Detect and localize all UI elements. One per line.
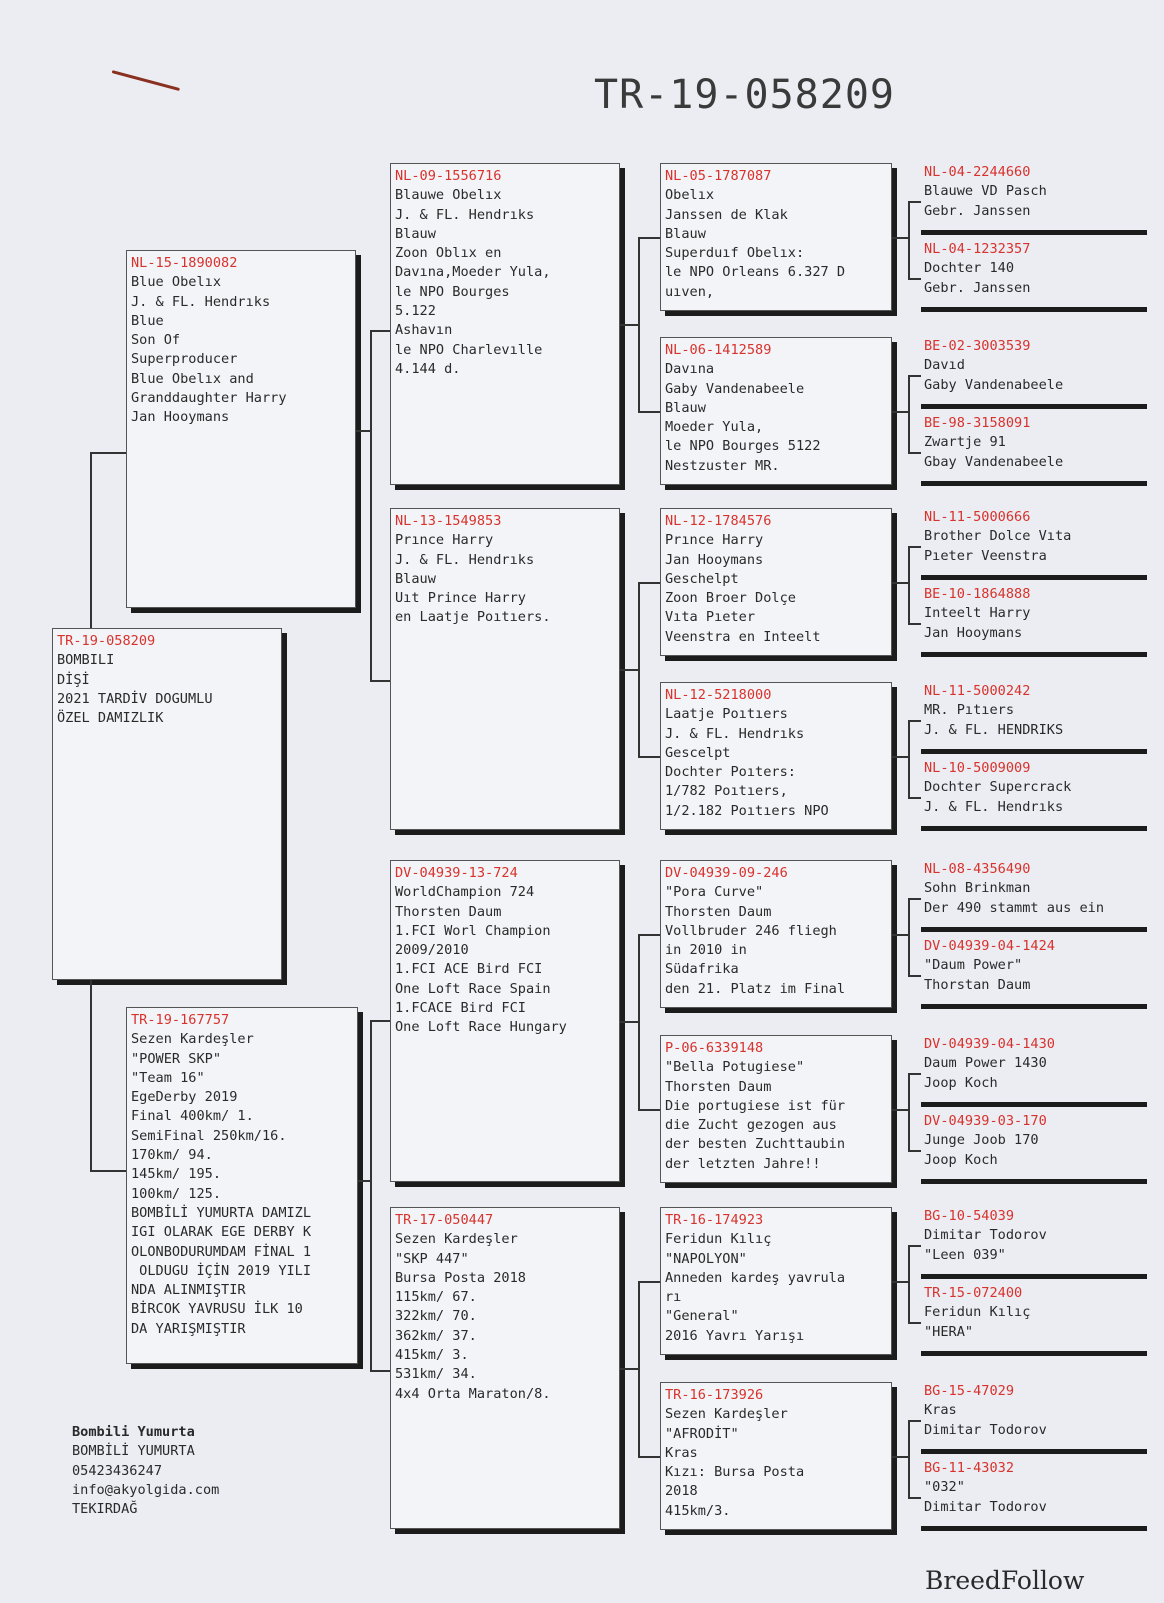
pedigree-line: Gaby Vandenabeele — [665, 380, 805, 397]
connector-line — [370, 1020, 372, 1370]
pedigree-line: 415km/ 3. — [395, 1347, 469, 1364]
pedigree-line: Kras — [665, 1444, 698, 1461]
gen5-entry — [921, 1207, 1147, 1279]
pedigree-line: Vıta Pıeter — [665, 609, 756, 626]
pedigree-line: Inteelt Harry — [924, 605, 1031, 622]
ring-number: NL-11-5000666 — [924, 509, 1031, 525]
pedigree-line: WorldChampion 724 — [395, 884, 535, 901]
pedigree-line: Bursa Posta 2018 — [395, 1269, 526, 1286]
ring-number: BE-10-1864888 — [924, 586, 1031, 602]
pedigree-line: J. & FL. Hendrıks — [395, 206, 535, 223]
pedigree-line: "Daum Power" — [924, 957, 1023, 974]
pedigree-line: Kras — [924, 1402, 957, 1419]
sire-card — [126, 250, 356, 608]
pedigree-line: Davıd — [924, 357, 965, 374]
pedigree-line: IGI OLARAK EGE DERBY K — [131, 1224, 312, 1241]
ring-number: TR-16-174923 — [665, 1212, 764, 1228]
ring-number: NL-13-1549853 — [395, 513, 502, 529]
pedigree-line: 531km/ 34. — [395, 1366, 477, 1383]
pedigree-line: "Pora Curve" — [665, 884, 764, 901]
connector-line — [908, 201, 910, 278]
great-grandparent-card — [660, 508, 892, 656]
great-grandparent-card — [660, 1035, 892, 1183]
pedigree-line: Uıt Prince Harry — [395, 590, 526, 607]
grandparent-card — [390, 1207, 620, 1529]
connector-line — [908, 546, 921, 548]
connector-line — [638, 1109, 660, 1111]
ring-number: NL-10-5009009 — [924, 760, 1031, 776]
pedigree-line: Prınce Harry — [395, 532, 494, 549]
great-grandparent-card — [660, 337, 892, 485]
pedigree-line: Blue Obelıx — [131, 274, 222, 291]
pedigree-line: "Leen 039" — [924, 1246, 1006, 1263]
connector-line — [356, 430, 370, 432]
ring-number: NL-15-1890082 — [131, 255, 238, 271]
pedigree-line: Thorsten Daum — [665, 1078, 772, 1095]
ring-number: NL-04-1232357 — [924, 241, 1031, 257]
owner-contact — [72, 1423, 219, 1519]
pedigree-line: J. & FL. Hendrıks — [665, 725, 805, 742]
pedigree-line: J. & FL. HENDRIKS — [924, 721, 1064, 738]
connector-line — [638, 1456, 660, 1458]
pedigree-line: 322km/ 70. — [395, 1308, 477, 1325]
connector-line — [620, 1021, 638, 1023]
pedigree-line: 115km/ 67. — [395, 1289, 477, 1306]
pedigree-line: Janssen de Klak — [665, 206, 788, 223]
connector-line — [908, 898, 910, 975]
pedigree-line: Blauw — [665, 225, 706, 242]
owner-city: TEKIRDAĞ — [72, 1501, 138, 1518]
ring-number: TR-19-058209 — [57, 633, 156, 649]
pedigree-line: "Team 16" — [131, 1069, 205, 1086]
pedigree-line: Geschelpt — [665, 570, 739, 587]
gen5-entry — [921, 163, 1147, 235]
pedigree-line: J. & FL. Hendrıks — [131, 293, 271, 310]
pedigree-line: Jan Hooymans — [131, 409, 230, 426]
connector-line — [370, 1370, 390, 1372]
pedigree-line: rı — [665, 1289, 682, 1306]
pedigree-line: le NPO Bourges 5122 — [665, 438, 821, 455]
grandparent-card — [390, 860, 620, 1182]
pedigree-line: der besten Zuchttaubin — [665, 1136, 846, 1153]
pedigree-line: "General" — [665, 1308, 739, 1325]
gen5-entry — [921, 1382, 1147, 1454]
connector-line — [90, 452, 126, 454]
pedigree-line: Thorsten Daum — [665, 903, 772, 920]
owner-name: Bombili Yumurta — [72, 1424, 195, 1440]
connector-line — [620, 1368, 638, 1370]
pedigree-line: Jan Hooymans — [924, 624, 1023, 641]
pedigree-line: Blue — [131, 312, 164, 329]
connector-line — [90, 980, 92, 1170]
ring-number: NL-04-2244660 — [924, 164, 1031, 180]
ring-number: DV-04939-13-724 — [395, 865, 518, 881]
ring-number: NL-09-1556716 — [395, 168, 502, 184]
pedigree-line: BİRCOK YAVRUSU İLK 10 — [131, 1301, 303, 1318]
gen5-entry — [921, 937, 1147, 1009]
pedigree-line: One Loft Race Spain — [395, 980, 551, 997]
grandparent-card — [390, 163, 620, 485]
owner-line: BOMBİLİ YUMURTA — [72, 1443, 195, 1460]
grandparent-card — [390, 508, 620, 830]
pedigree-line: Blue Obelıx and — [131, 370, 254, 387]
ring-number: TR-15-072400 — [924, 1285, 1023, 1301]
connector-line — [90, 452, 92, 628]
dam-card — [126, 1007, 358, 1364]
pedigree-line: le NPO Bourges — [395, 283, 510, 300]
connector-line — [908, 1245, 910, 1322]
ring-number: BE-98-3158091 — [924, 415, 1031, 431]
pedigree-line: Gescelpt — [665, 744, 731, 761]
connector-line — [908, 1322, 921, 1324]
pedigree-line: Brother Dolce Vıta — [924, 528, 1072, 545]
brand-logo: BreedFollow — [925, 1566, 1085, 1595]
pedigree-line: Vollbruder 246 fliegh — [665, 922, 837, 939]
pedigree-line: Zwartje 91 — [924, 434, 1006, 451]
ring-number: P-06-6339148 — [665, 1040, 764, 1056]
pedigree-line: Superproducer — [131, 351, 238, 368]
pedigree-line: Davına — [665, 361, 715, 378]
connector-line — [908, 720, 921, 722]
gen5-entry — [921, 414, 1147, 486]
pedigree-line: Nestzuster MR. — [665, 457, 780, 474]
pedigree-line: "POWER SKP" — [131, 1050, 222, 1067]
pedigree-line: Sohn Brinkman — [924, 880, 1031, 897]
connector-line — [908, 201, 921, 203]
ring-number: NL-06-1412589 — [665, 342, 772, 358]
pedigree-line: 1.FCI Worl Champion — [395, 922, 551, 939]
pedigree-line: Sezen Kardeşler — [395, 1231, 518, 1248]
connector-line — [908, 375, 910, 452]
pedigree-line: 2016 Yavrı Yarışı — [665, 1327, 805, 1344]
pedigree-line: OLDUGU İÇİN 2019 YILI — [131, 1262, 312, 1279]
connector-line — [638, 1281, 660, 1283]
pedigree-line: Granddaughter Harry — [131, 390, 287, 407]
ring-number: NL-11-5000242 — [924, 683, 1031, 699]
pedigree-line: Moeder Yula, — [665, 419, 764, 436]
ring-number: BE-02-3003539 — [924, 338, 1031, 354]
pedigree-line: le NPO Orleans 6.327 D — [665, 264, 846, 281]
connector-line — [638, 934, 660, 936]
pedigree-line: Dimitar Todorov — [924, 1227, 1047, 1244]
connector-line — [908, 1497, 921, 1499]
pedigree-line: 100km/ 125. — [131, 1185, 222, 1202]
connector-line — [638, 934, 640, 1109]
pedigree-line: die Zucht gezogen aus — [665, 1117, 837, 1134]
pedigree-line: Thorsten Daum — [395, 903, 502, 920]
pedigree-line: Dimitar Todorov — [924, 1498, 1047, 1515]
connector-line — [370, 680, 390, 682]
pedigree-line: Feridun Kılıç — [924, 1304, 1031, 1321]
pedigree-line: uıven, — [665, 283, 715, 300]
owner-phone: 05423436247 — [72, 1462, 163, 1479]
pedigree-line: "NAPOLYON" — [665, 1250, 747, 1267]
pedigree-line: 415km/3. — [665, 1502, 731, 1519]
connector-line — [892, 934, 908, 936]
pedigree-line: 362km/ 37. — [395, 1327, 477, 1344]
pedigree-line: Ashavın — [395, 322, 453, 339]
pedigree-line: Jan Hooymans — [665, 551, 764, 568]
pedigree-line: 1/2.182 Poıtıers NPO — [665, 802, 829, 819]
ring-number: NL-05-1787087 — [665, 168, 772, 184]
pedigree-line: en Laatje Poıtıers. — [395, 609, 551, 626]
great-grandparent-card — [660, 1382, 892, 1530]
connector-line — [638, 582, 660, 584]
ring-number: TR-19-167757 — [131, 1012, 230, 1028]
connector-line — [908, 1150, 921, 1152]
great-grandparent-card — [660, 682, 892, 830]
pedigree-line: Joop Koch — [924, 1151, 998, 1168]
connector-line — [638, 1281, 640, 1456]
pedigree-line: 4.144 d. — [395, 360, 461, 377]
pedigree-line: NDA ALINMIŞTIR — [131, 1282, 246, 1299]
pedigree-line: Sezen Kardeşler — [665, 1406, 788, 1423]
connector-line — [620, 669, 638, 671]
pedigree-line: den 21. Platz im Final — [665, 980, 846, 997]
ring-number: TR-17-050447 — [395, 1212, 494, 1228]
pedigree-line: Gebr. Janssen — [924, 279, 1031, 296]
pedigree-line: MR. Pıtıers — [924, 702, 1015, 719]
ring-number: NL-12-5218000 — [665, 687, 772, 703]
pedigree-line: Kızı: Bursa Posta — [665, 1464, 805, 1481]
pedigree-line: Zoon Oblıx en — [395, 245, 502, 262]
pedigree-line: 2018 — [665, 1483, 698, 1500]
pedigree-line: Dimitar Todorov — [924, 1421, 1047, 1438]
gen5-entry — [921, 759, 1147, 831]
pedigree-line: Prınce Harry — [665, 532, 764, 549]
connector-line — [908, 278, 921, 280]
pedigree-line: Son Of — [131, 332, 181, 349]
connector-line — [638, 237, 660, 239]
connector-line — [908, 797, 921, 799]
pedigree-line: 1.FCI ACE Bird FCI — [395, 961, 543, 978]
connector-line — [908, 1073, 910, 1150]
connector-line — [908, 720, 910, 797]
pedigree-line: ÖZEL DAMIZLIK — [57, 710, 164, 727]
connector-line — [638, 411, 660, 413]
owner-email: info@akyolgida.com — [72, 1481, 220, 1498]
pedigree-line: One Loft Race Hungary — [395, 1019, 567, 1036]
connector-line — [638, 582, 640, 756]
ring-number: BG-10-54039 — [924, 1208, 1015, 1224]
connector-line — [892, 582, 908, 584]
pedigree-line: Final 400km/ 1. — [131, 1108, 254, 1125]
connector-line — [908, 975, 921, 977]
connector-line — [620, 324, 638, 326]
ring-number: BG-11-43032 — [924, 1460, 1015, 1476]
connector-line — [908, 1420, 910, 1497]
connector-line — [892, 1281, 908, 1283]
connector-line — [638, 756, 660, 758]
pedigree-line: Sezen Kardeşler — [131, 1031, 254, 1048]
connector-line — [370, 330, 372, 680]
pedigree-line: Junge Joob 170 — [924, 1132, 1039, 1149]
gen5-entry — [921, 1459, 1147, 1531]
pedigree-line: Dochter Poıters: — [665, 764, 796, 781]
pedigree-line: Gbay Vandenabeele — [924, 453, 1064, 470]
connector-line — [908, 1073, 921, 1075]
pedigree-line: 1.FCACE Bird FCI — [395, 1000, 526, 1017]
pedigree-line: DİŞİ — [57, 671, 90, 688]
ring-number: NL-12-1784576 — [665, 513, 772, 529]
pedigree-line: BOMBİLİ YUMURTA DAMIZL — [131, 1204, 312, 1221]
pedigree-line: Blauwe VD Pasch — [924, 183, 1047, 200]
pedigree-line: Gaby Vandenabeele — [924, 376, 1064, 393]
gen5-entry — [921, 1284, 1147, 1356]
pedigree-line: "Bella Potugiese" — [665, 1059, 805, 1076]
document-title: TR-19-058209 — [594, 72, 895, 118]
great-grandparent-card — [660, 163, 892, 311]
pedigree-line: Dochter 140 — [924, 260, 1015, 277]
pedigree-line: in 2010 in — [665, 942, 747, 959]
pedigree-line: Blauwe Obelıx — [395, 187, 502, 204]
gen5-entry — [921, 337, 1147, 409]
pedigree-line: Feridun Kılıç — [665, 1231, 772, 1248]
ring-number: NL-08-4356490 — [924, 861, 1031, 877]
pedigree-line: 1/782 Poıtıers, — [665, 783, 788, 800]
pedigree-line: BOMBILI — [57, 652, 115, 669]
pedigree-line: EgeDerby 2019 — [131, 1089, 238, 1106]
subject-card — [52, 628, 282, 980]
pedigree-line: OLONBODURUMDAM FİNAL 1 — [131, 1243, 312, 1260]
ring-number: TR-16-173926 — [665, 1387, 764, 1403]
connector-line — [90, 1170, 126, 1172]
pedigree-line: Laatje Poıtıers — [665, 706, 788, 723]
pedigree-line: Daum Power 1430 — [924, 1055, 1047, 1072]
connector-line — [892, 411, 908, 413]
gen5-entry — [921, 1112, 1147, 1184]
pedigree-line: Superduıf Obelıx: — [665, 245, 805, 262]
ring-number: DV-04939-09-246 — [665, 865, 788, 881]
pedigree-line: "032" — [924, 1479, 965, 1496]
pedigree-line: DA YARIŞMIŞTIR — [131, 1320, 246, 1337]
pedigree-line: Südafrika — [665, 961, 739, 978]
pedigree-line: Die portugiese ist für — [665, 1097, 846, 1114]
pedigree-line: 4x4 Orta Maraton/8. — [395, 1385, 551, 1402]
pedigree-line: Blauw — [395, 570, 436, 587]
connector-line — [892, 756, 908, 758]
pedigree-line: 2009/2010 — [395, 942, 469, 959]
ring-number: DV-04939-04-1424 — [924, 938, 1055, 954]
pedigree-line: "SKP 447" — [395, 1250, 469, 1267]
connector-line — [908, 546, 910, 623]
pedigree-line: 145km/ 195. — [131, 1166, 222, 1183]
pedigree-line: Zoon Broer Dolçe — [665, 590, 796, 607]
connector-line — [908, 452, 921, 454]
connector-line — [908, 375, 921, 377]
pedigree-line: Dochter Supercrack — [924, 779, 1072, 796]
ring-number: DV-04939-04-1430 — [924, 1036, 1055, 1052]
pedigree-line: SemiFinal 250km/16. — [131, 1127, 287, 1144]
pedigree-line: Davına,Moeder Yula, — [395, 264, 551, 281]
pedigree-line: 2021 TARDİV DOGUMLU — [57, 690, 213, 707]
connector-line — [908, 1420, 921, 1422]
connector-line — [892, 1456, 908, 1458]
pedigree-line: J. & FL. Hendrıks — [924, 798, 1064, 815]
pedigree-line: Joop Koch — [924, 1074, 998, 1091]
pedigree-line: Obelıx — [665, 187, 715, 204]
connector-line — [358, 1180, 370, 1182]
connector-line — [370, 330, 390, 332]
pedigree-line: Gebr. Janssen — [924, 202, 1031, 219]
great-grandparent-card — [660, 1207, 892, 1355]
gen5-entry — [921, 682, 1147, 754]
pedigree-line: Anneden kardeş yavrula — [665, 1269, 846, 1286]
connector-line — [908, 898, 921, 900]
pedigree-line: Thorstan Daum — [924, 976, 1031, 993]
connector-line — [908, 623, 921, 625]
ring-number: BG-15-47029 — [924, 1383, 1015, 1399]
connector-line — [370, 1020, 390, 1022]
pedigree-line: Blauw — [665, 399, 706, 416]
pedigree-line: "AFRODİT" — [665, 1425, 739, 1442]
pedigree-line: le NPO Charlevılle — [395, 341, 543, 358]
gen5-entry — [921, 240, 1147, 312]
connector-line — [638, 237, 640, 411]
pedigree-line: der letzten Jahre!! — [665, 1155, 821, 1172]
gen5-entry — [921, 860, 1147, 932]
gen5-entry — [921, 508, 1147, 580]
pedigree-line: J. & FL. Hendrıks — [395, 551, 535, 568]
connector-line — [908, 1245, 921, 1247]
pedigree-line: Der 490 stammt aus ein — [924, 899, 1105, 916]
gen5-entry — [921, 585, 1147, 657]
pedigree-line: 170km/ 94. — [131, 1147, 213, 1164]
pedigree-line: Blauw — [395, 225, 436, 242]
gen5-entry — [921, 1035, 1147, 1107]
pedigree-line: 5.122 — [395, 303, 436, 320]
ring-number: DV-04939-03-170 — [924, 1113, 1047, 1129]
pedigree-line: Veenstra en Inteelt — [665, 628, 821, 645]
connector-line — [892, 1109, 908, 1111]
pedigree-line: Pıeter Veenstra — [924, 547, 1047, 564]
connector-line — [892, 237, 908, 239]
great-grandparent-card — [660, 860, 892, 1008]
pedigree-line: "HERA" — [924, 1323, 974, 1340]
